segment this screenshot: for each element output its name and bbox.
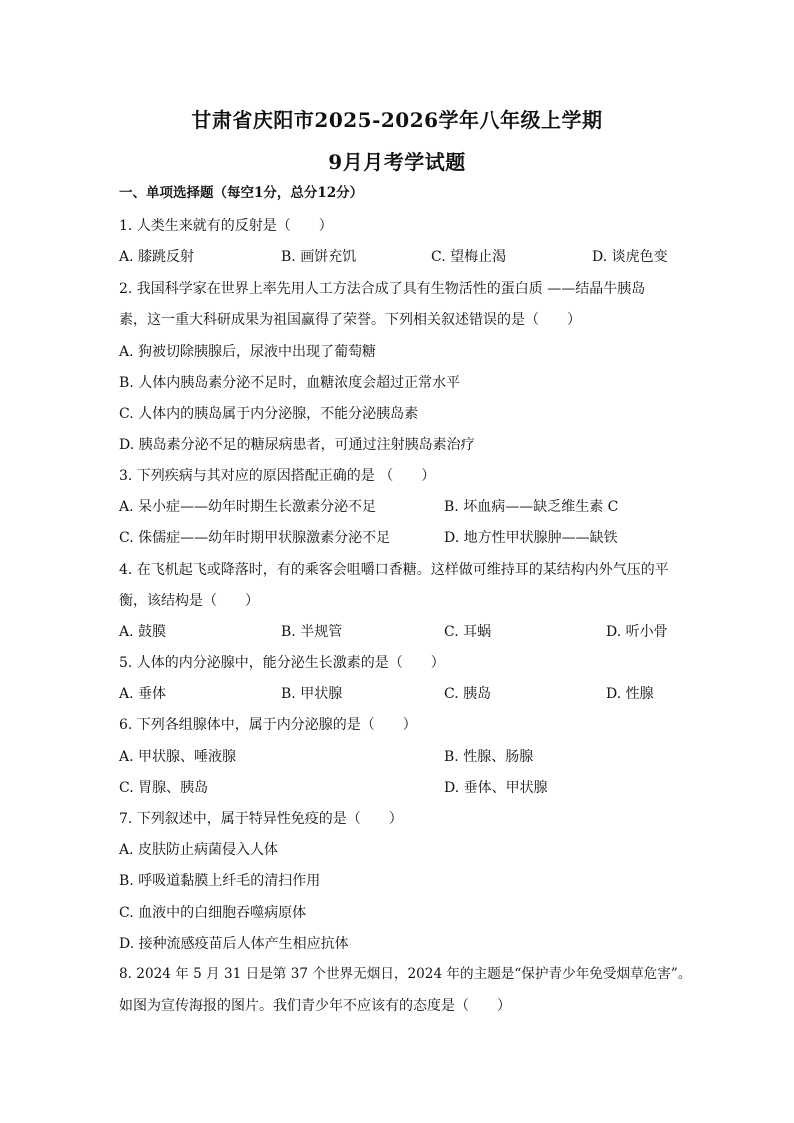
q3-option-b: B. 坏血病——缺乏维生素 C — [444, 499, 619, 515]
question-7-stem: 7. 下列叙述中，属于特异性免疫的是（ ） — [119, 811, 403, 827]
question-1-stem: 1. 人类生来就有的反射是（ ） — [119, 218, 333, 234]
q7-option-d: D. 接种流感疫苗后人体产生相应抗体 — [119, 936, 349, 952]
q7-option-c: C. 血液中的白细胞吞噬病原体 — [119, 905, 307, 921]
q4-option-c: C. 耳蜗 — [444, 624, 492, 640]
question-8-stem: 8. 2024 年 5 月 31 日是第 37 个世界无烟日，2024 年的主题是“保护青少年免受烟草危害”。 — [119, 966, 692, 982]
question-4-stem: 4. 在飞机起飞或降落时，有的乘客会咀嚼口香糖。这样做可维持耳的某结构内外气压的平 — [119, 562, 669, 578]
question-4-stem-cont: 衡，该结构是（ ） — [119, 593, 259, 609]
q2-option-a: A. 狗被切除胰腺后，尿液中出现了葡萄糖 — [119, 344, 377, 360]
question-2-stem: 2. 我国科学家在世界上率先用人工方法合成了具有生物活性的蛋白质 ——结晶牛胰岛 — [119, 281, 646, 297]
question-2-stem-cont: 素，这一重大科研成果为祖国赢得了荣誉。下列相关叙述错误的是（ ） — [119, 312, 581, 328]
question-6-stem: 6. 下列各组腺体中，属于内分泌腺的是（ ） — [119, 717, 417, 733]
exam-title: 甘肃省庆阳市2025-2026学年八年级上学期 — [191, 108, 603, 132]
q5-option-a: A. 垂体 — [119, 686, 167, 702]
q1-option-c: C. 望梅止渴 — [431, 249, 507, 265]
q6-option-d: D. 垂体、甲状腺 — [444, 780, 548, 796]
q1-option-d: D. 谈虎色变 — [592, 249, 668, 265]
q2-option-b: B. 人体内胰岛素分泌不足时，血糖浓度会超过正常水平 — [119, 375, 461, 391]
q7-option-a: A. 皮肤防止病菌侵入人体 — [119, 842, 279, 858]
q3-option-a: A. 呆小症——幼年时期生长激素分泌不足 — [119, 499, 377, 515]
q6-option-c: C. 胃腺、胰岛 — [119, 780, 209, 796]
question-3-stem: 3. 下列疾病与其对应的原因搭配正确的是 （ ） — [119, 468, 436, 484]
q6-option-a: A. 甲状腺、唾液腺 — [119, 749, 237, 765]
question-5-stem: 5. 人体的内分泌腺中，能分泌生长激素的是（ ） — [119, 655, 445, 671]
q2-option-c: C. 人体内的胰岛属于内分泌腺，不能分泌胰岛素 — [119, 406, 419, 422]
q1-option-b: B. 画饼充饥 — [281, 249, 357, 265]
q4-option-a: A. 鼓膜 — [119, 624, 167, 640]
q5-option-d: D. 性腺 — [606, 686, 654, 702]
question-8-stem-cont: 如图为宣传海报的图片。我们青少年不应该有的态度是（ ） — [119, 998, 511, 1014]
exam-subtitle: 9月月考学试题 — [328, 150, 466, 174]
q6-option-b: B. 性腺、肠腺 — [444, 749, 534, 765]
q5-option-c: C. 胰岛 — [444, 686, 492, 702]
q4-option-d: D. 听小骨 — [606, 624, 668, 640]
q5-option-b: B. 甲状腺 — [281, 686, 343, 702]
q1-option-a: A. 膝跳反射 — [119, 249, 195, 265]
q7-option-b: B. 呼吸道黏膜上纤毛的清扫作用 — [119, 873, 321, 889]
q3-option-d: D. 地方性甲状腺肿——缺铁 — [444, 530, 618, 546]
q4-option-b: B. 半规管 — [281, 624, 343, 640]
q3-option-c: C. 侏儒症——幼年时期甲状腺激素分泌不足 — [119, 530, 391, 546]
section-heading: 一、单项选择题（每空1分，总分12分） — [119, 185, 364, 201]
q2-option-d: D. 胰岛素分泌不足的糖尿病患者，可通过注射胰岛素治疗 — [119, 437, 475, 453]
